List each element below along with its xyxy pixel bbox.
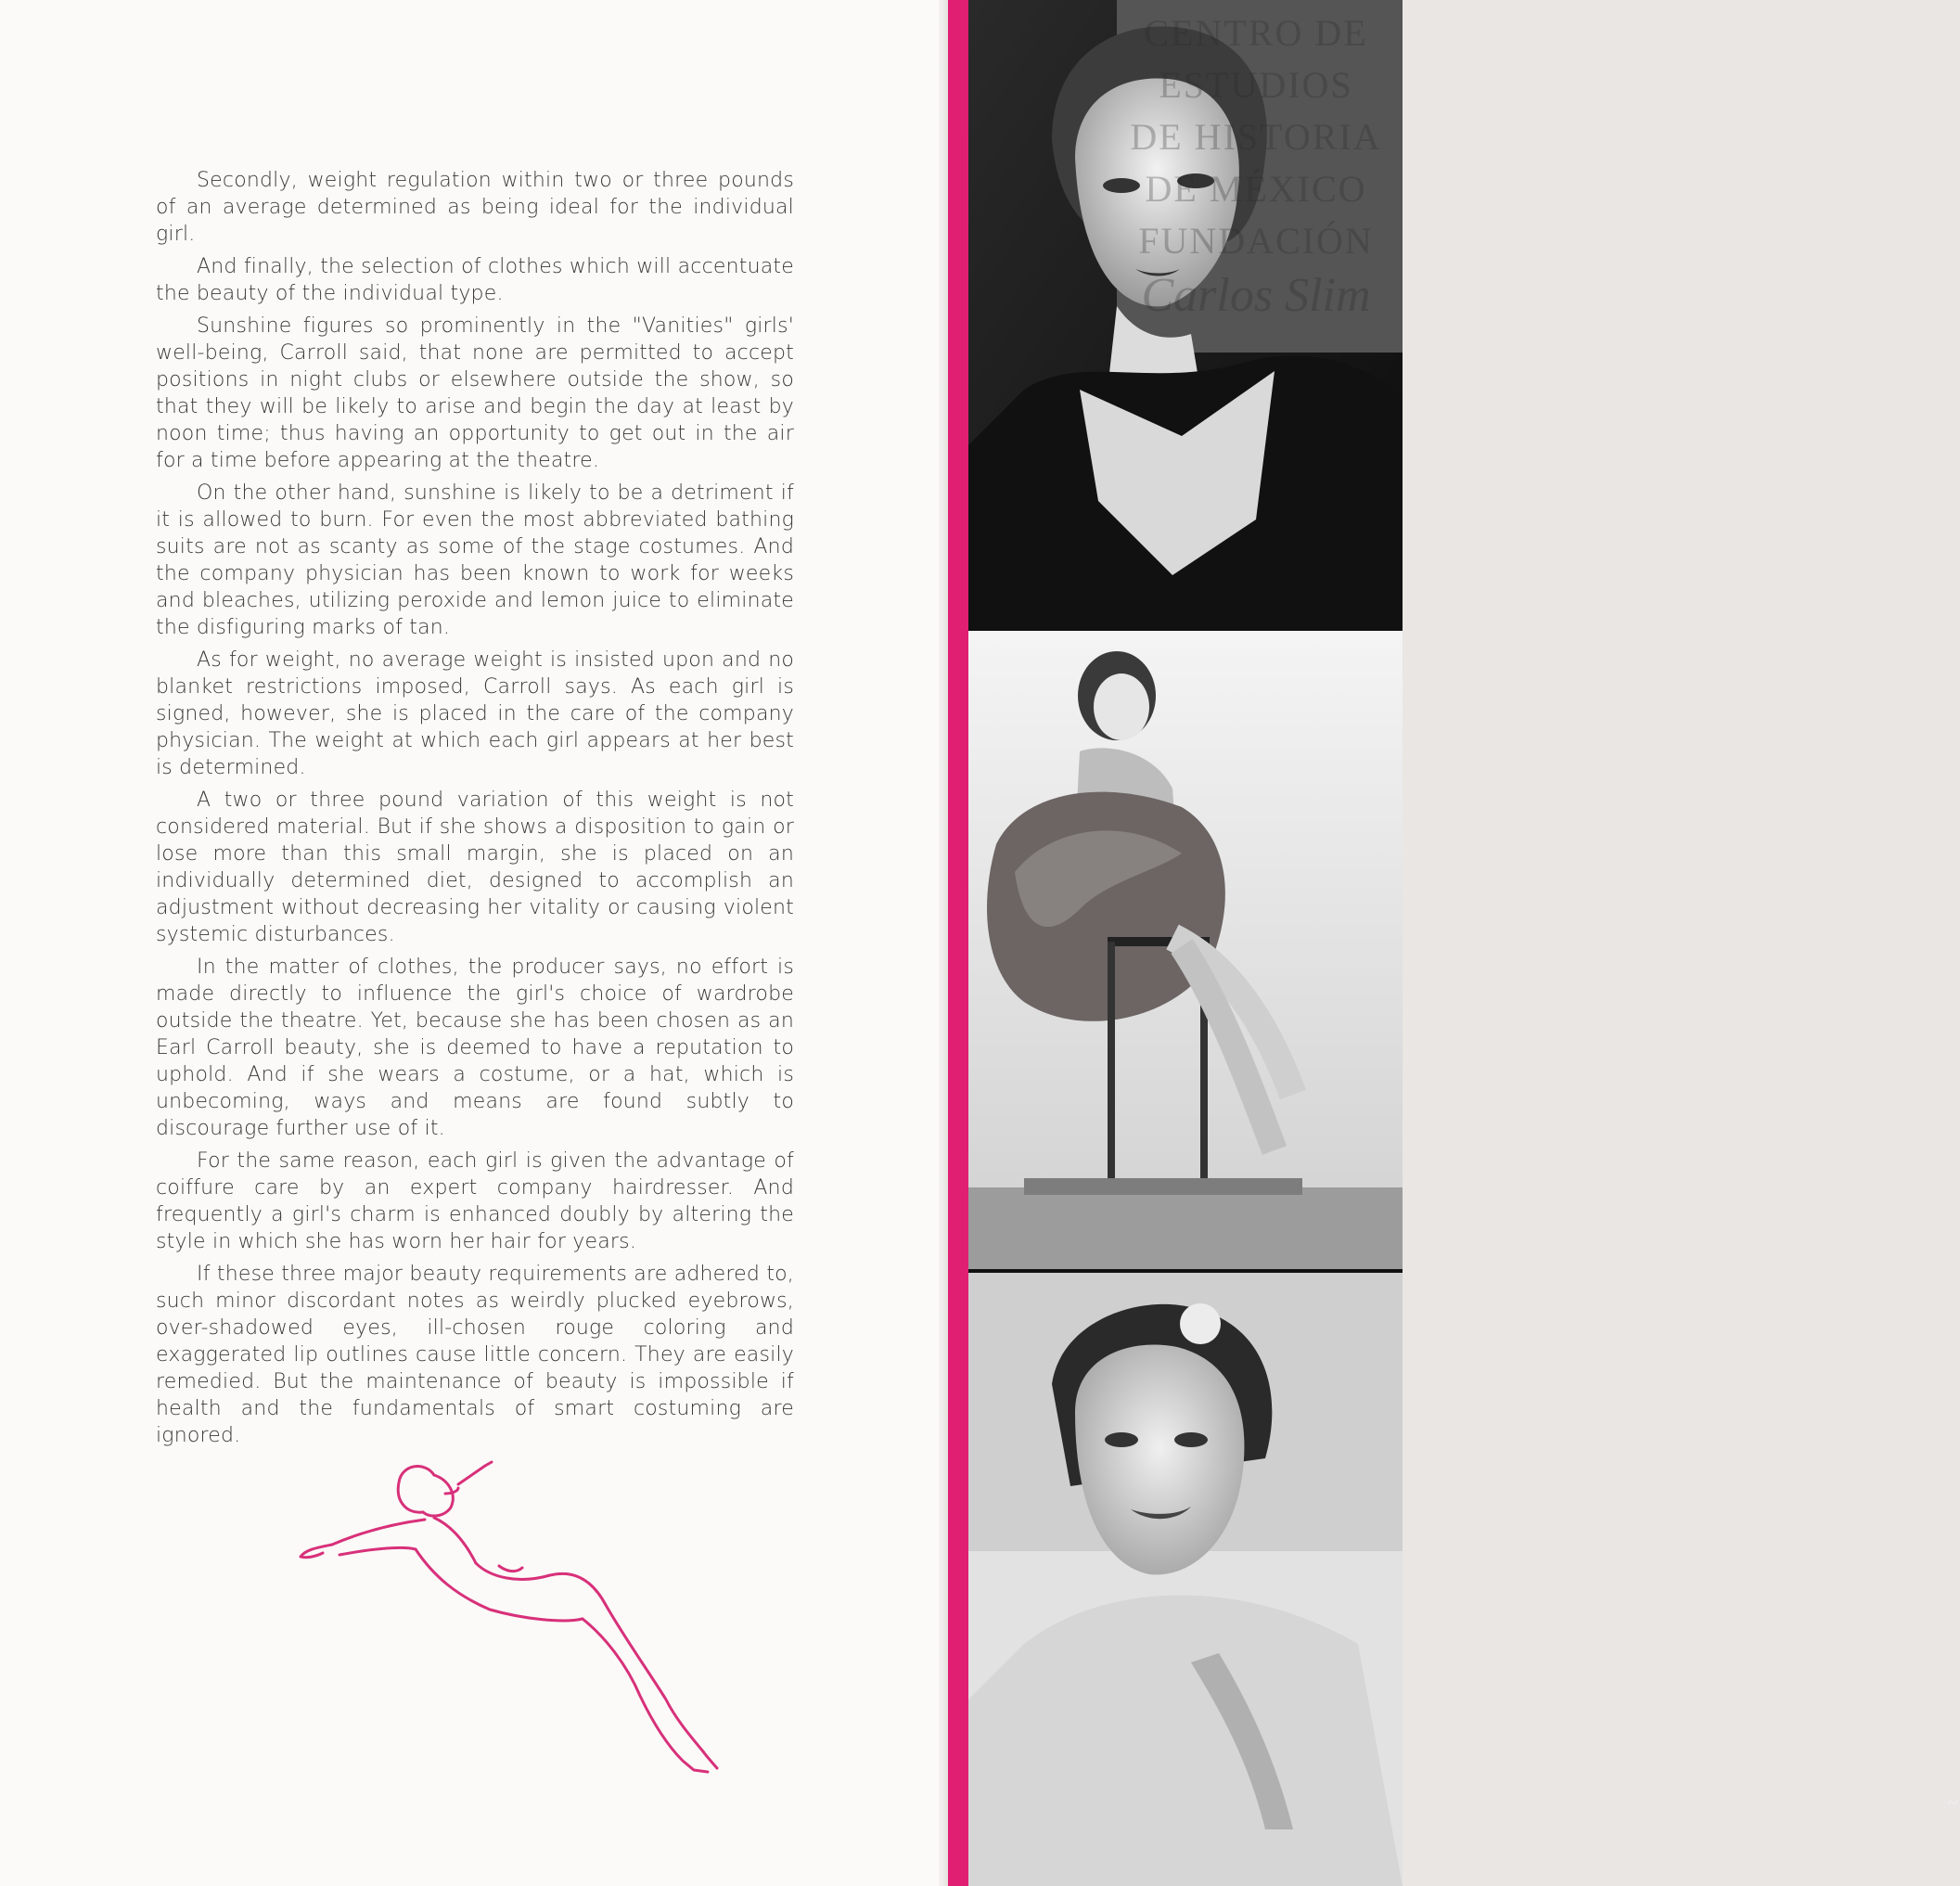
seated-figure-photo: [968, 631, 1960, 1815]
paragraph: In the matter of clothes, the producer says, no effort is made directly to influence the girl's choice of wardrobe outside the theatre. Yet, because she has been chosen as an Earl Carroll beauty, she is deemed to have a reputation to uphold. And if she wears a costume, or a hat, which is unbecoming, ways and means are found subtly to discourage further use of it.: [156, 956, 794, 1140]
paragraph: Sunshine figures so prominently in the "Vanities" girls' well-being, Carroll said, that none are permitted to accept positions in night clubs or elsewhere outside the show, so that they will be likely to arise and begin the day at least by noon time; thus having an opportunity to get out in the air for a time before appearing at the theatre.: [156, 314, 794, 472]
paragraph: For the same reason, each girl is given the advantage of coiffure care by an expert company hairdresser. And frequently a girl's charm is enhanced doubly by altering the style in which she has worn her hair for years.: [156, 1149, 794, 1253]
smiling-portrait-photo: [968, 1273, 1403, 1886]
watermark-line: ESTUDIOS: [1159, 64, 1353, 106]
paragraph: If these three major beauty requirements are adhered to, such minor discordant notes as weirdly plucked eyebrows, over-shadowed eyes, ill-chosen rouge coloring and exaggerated lip outlines cause little concern. They are easily remedied. But the maintenance of beauty is impossible if health and the fundamentals of smart costuming are ignored.: [156, 1263, 794, 1447]
paragraph: Secondly, weight regulation within two or three pounds of an average determined as being ideal for the individual girl.: [156, 169, 794, 246]
watermark-line: CENTRO DE: [1144, 12, 1368, 54]
watermark-line: FUNDACIÓN: [1138, 220, 1374, 262]
photo-column: [968, 0, 1960, 1886]
portrait-photo-top: [968, 0, 1403, 627]
paragraph: On the other hand, sunshine is likely to be a detriment if it is allowed to burn. For even the most abbreviated bathing suits are not as scanty as some of the stage costumes. And the company physician has been known to work for weeks and bleaches, utilizing peroxide and lemon juice to eliminate the disfiguring marks of tan.: [156, 481, 794, 639]
text-column-page: [0, 0, 948, 1886]
watermark-line: DE HISTORIA: [1130, 116, 1382, 158]
magenta-accent-bar: [948, 0, 968, 1886]
watermark-signature: Carlos Slim: [1141, 269, 1371, 322]
paragraph: A two or three pound variation of this weight is not considered material. But if she shows a disposition to gain or lose more than this small margin, she is placed on an individually determined diet, designed to accomplish an adjustment without decreasing her vitality or causing violent systemic disturbances.: [156, 789, 794, 946]
paragraph: And finally, the selection of clothes which will accentuate the beauty of the individual type.: [156, 255, 794, 305]
paragraph: As for weight, no average weight is insisted upon and no blanket restrictions imposed, Carroll says. As each girl is signed, however, she is placed in the care of the company physician. The weight at which each girl appears at her best is determined.: [156, 648, 794, 779]
article-body: [156, 167, 794, 1455]
photographer-signature: ~: [1945, 1790, 1960, 1815]
archive-watermark: [1117, 7, 1395, 325]
reclining-figure-illustration: [295, 1456, 814, 1777]
watermark-line: DE MÉXICO: [1145, 168, 1367, 210]
